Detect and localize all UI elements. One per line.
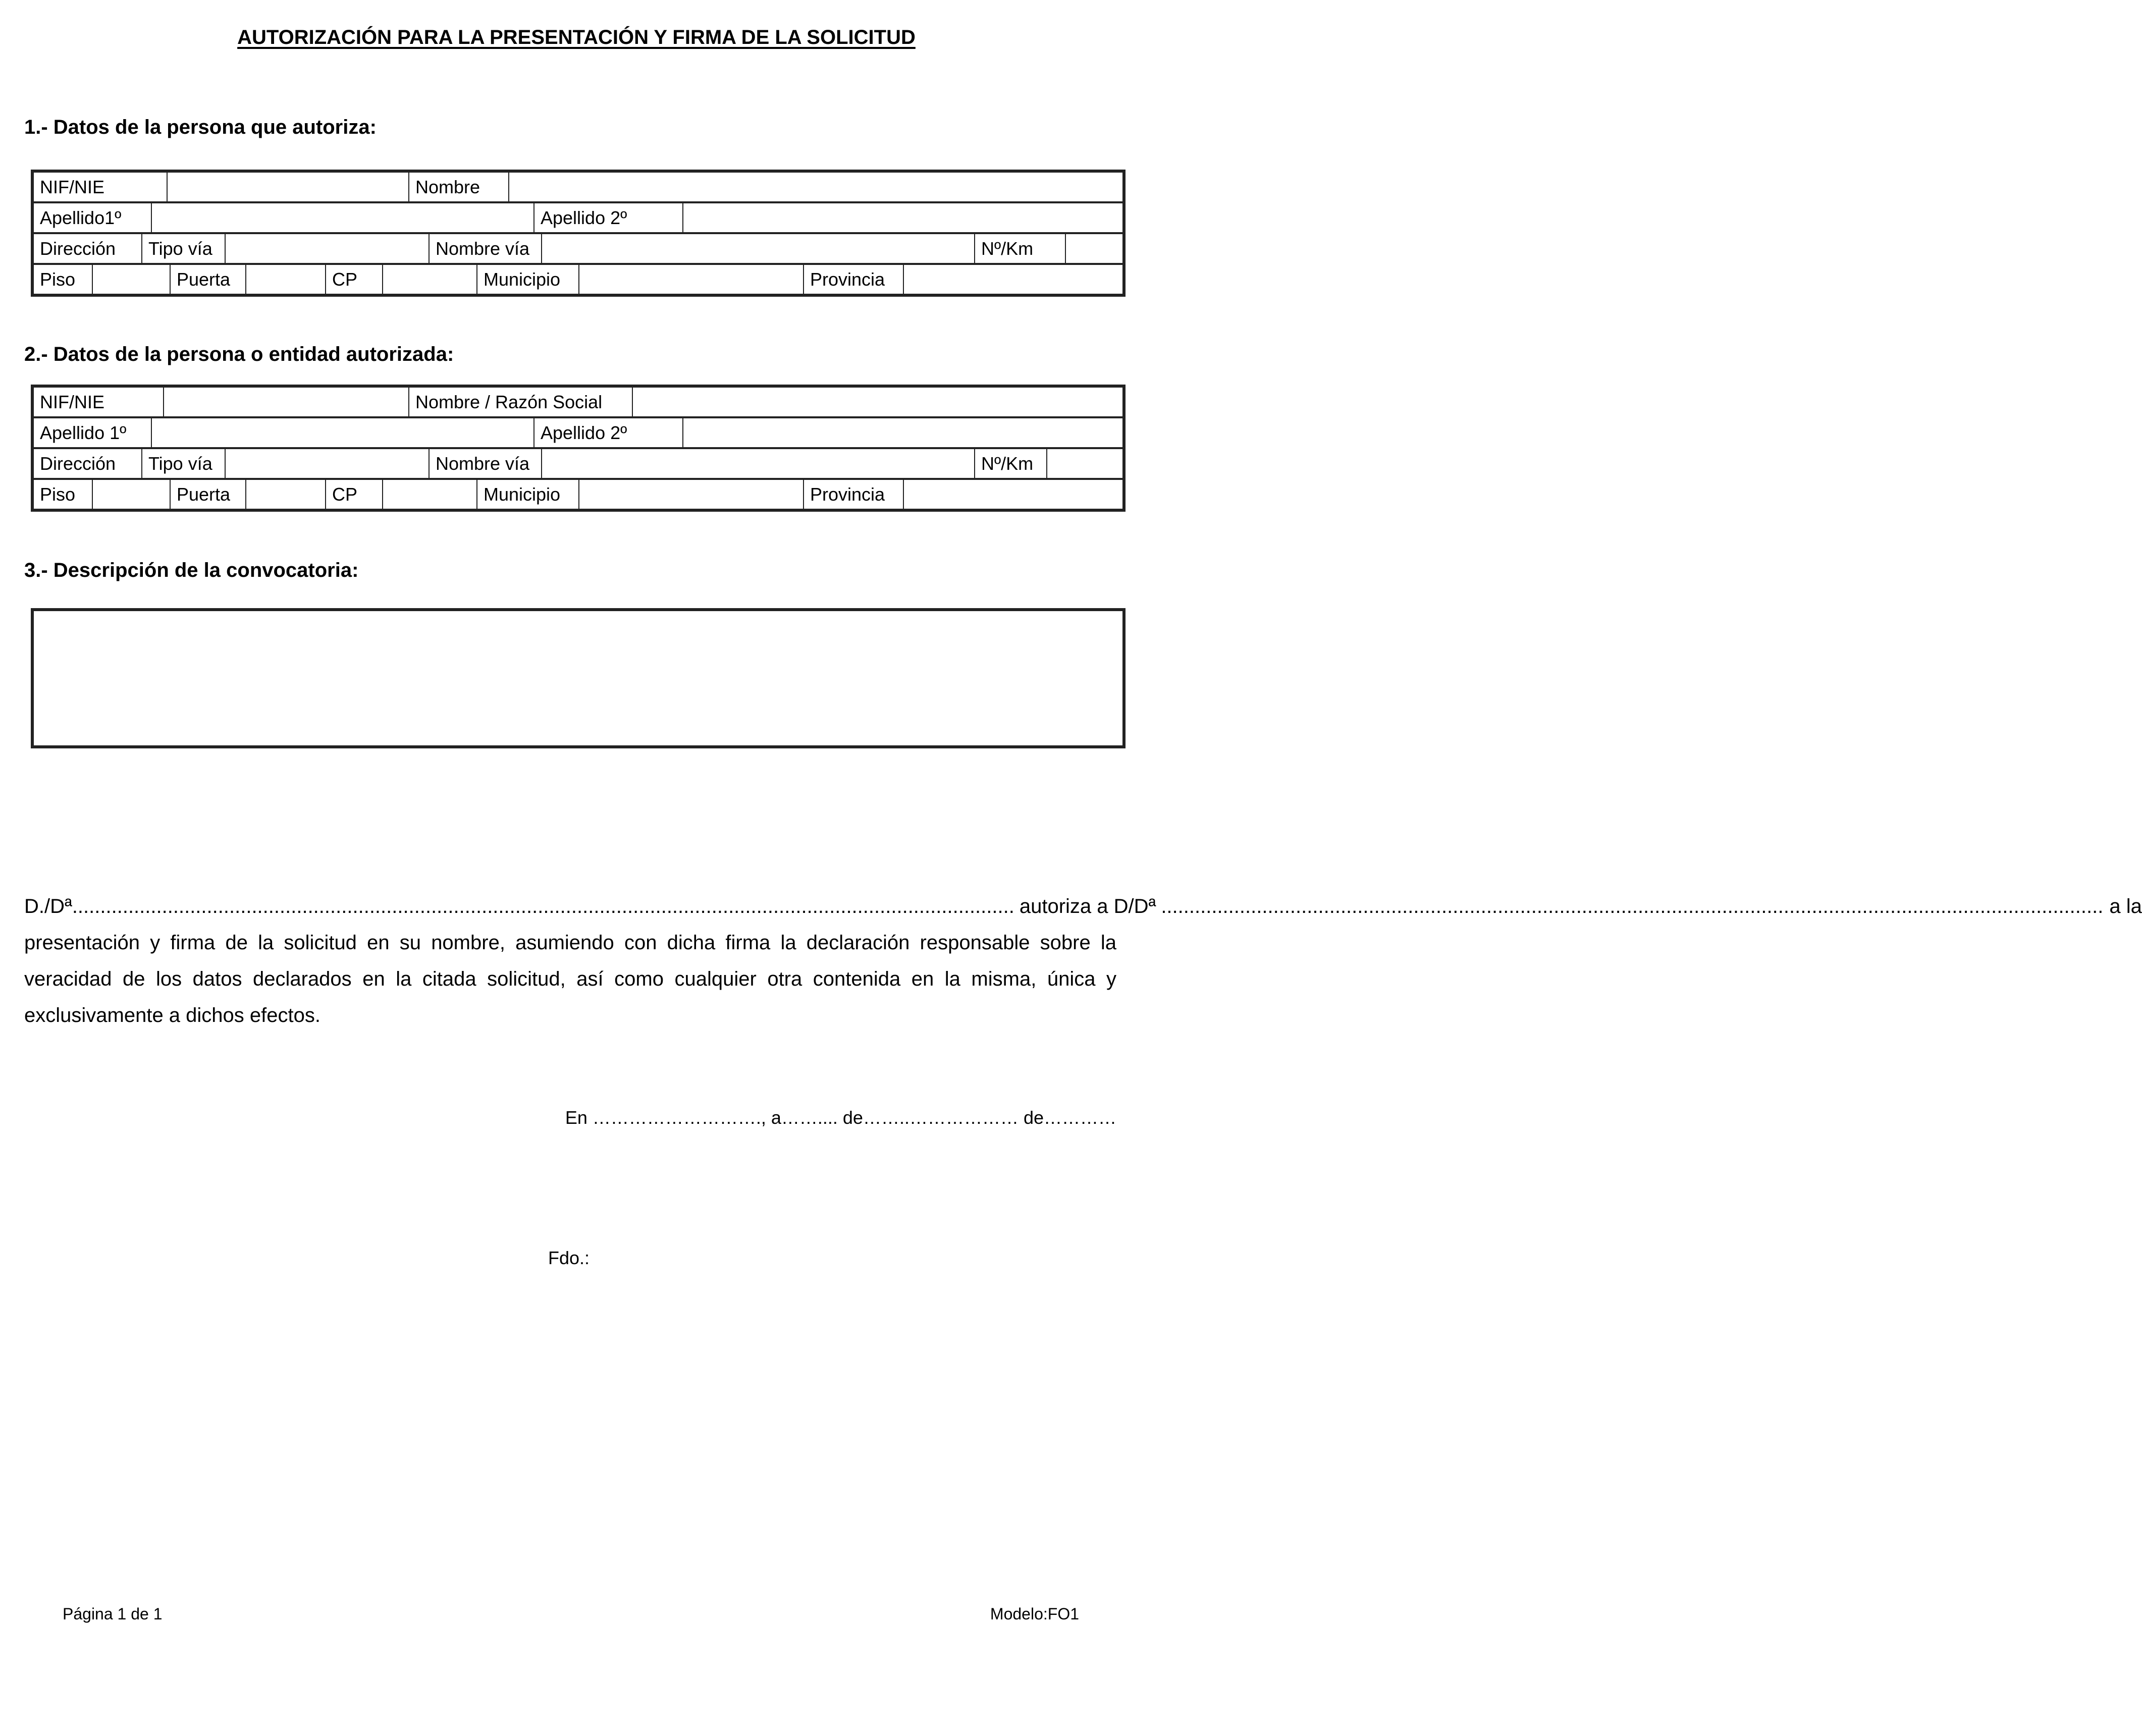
apellido2-label: Apellido 2º (534, 203, 683, 232)
nombre-via-field[interactable] (542, 449, 975, 478)
municipio-field[interactable] (579, 265, 804, 294)
apellido2-field[interactable] (683, 418, 1122, 447)
section-1-heading: 1.- Datos de la persona que autoriza: (24, 116, 377, 138)
puerta-label: Puerta (171, 480, 246, 509)
document-title: AUTORIZACIÓN PARA LA PRESENTACIÓN Y FIRMA DE LA SOLICITUD (237, 26, 916, 48)
nif-label: NIF/NIE (34, 173, 168, 201)
piso-field[interactable] (93, 265, 171, 294)
municipio-label: Municipio (477, 480, 579, 509)
nombre-label: Nombre (409, 173, 509, 201)
cp-field[interactable] (383, 480, 477, 509)
cp-field[interactable] (383, 265, 477, 294)
num-km-label: Nº/Km (975, 234, 1066, 263)
piso-label: Piso (34, 480, 93, 509)
table-row (34, 447, 1122, 478)
cp-label: CP (326, 265, 383, 294)
authorizer-table (31, 170, 1126, 297)
table-row (34, 201, 1122, 232)
num-km-field[interactable] (1066, 234, 1122, 263)
num-km-field[interactable] (1047, 449, 1122, 478)
nombre-via-label: Nombre vía (430, 449, 542, 478)
nombre-via-field[interactable] (542, 234, 975, 263)
convocatoria-description-field[interactable] (31, 608, 1126, 748)
section-2-heading: 2.- Datos de la persona o entidad autorizada: (24, 343, 454, 365)
authorization-body: presentación y firma de la solicitud en su nombre, asumiendo con dicha firma la declaración responsable sobre la veracidad de los datos declarados en la citada solicitud, así como cualquier otra contenida en la misma, única y exclusivamente a dichos efectos. (24, 932, 1116, 1026)
municipio-field[interactable] (579, 480, 804, 509)
date-line: En ………………………., a…….... de……..……………… de………… (565, 1107, 1116, 1128)
piso-field[interactable] (93, 480, 171, 509)
piso-label: Piso (34, 265, 93, 294)
puerta-field[interactable] (246, 265, 326, 294)
table-row (34, 388, 1122, 416)
table-row (34, 173, 1122, 201)
table-row (34, 263, 1122, 294)
puerta-field[interactable] (246, 480, 326, 509)
apellido2-label: Apellido 2º (534, 418, 683, 447)
authorization-paragraph (24, 888, 2142, 1034)
num-km-label: Nº/Km (975, 449, 1047, 478)
provincia-field[interactable] (904, 480, 1122, 509)
tipo-via-label: Tipo vía (142, 234, 226, 263)
nombre-label: Nombre / Razón Social (409, 388, 633, 416)
nombre-via-label: Nombre vía (430, 234, 542, 263)
apellido2-field[interactable] (683, 203, 1122, 232)
tipo-via-field[interactable] (226, 449, 430, 478)
puerta-label: Puerta (171, 265, 246, 294)
apellido1-label: Apellido 1º (34, 418, 152, 447)
nombre-field[interactable] (633, 388, 1122, 416)
table-row (34, 232, 1122, 263)
tipo-via-label: Tipo vía (142, 449, 226, 478)
provincia-field[interactable] (904, 265, 1122, 294)
provincia-label: Provincia (804, 265, 904, 294)
authorizes-text: autoriza a D/Dª (1019, 895, 1156, 917)
nif-field[interactable] (168, 173, 409, 201)
municipio-label: Municipio (477, 265, 579, 294)
cp-label: CP (326, 480, 383, 509)
signature-label: Fdo.: (548, 1247, 590, 1268)
nif-label: NIF/NIE (34, 388, 164, 416)
page-number: Página 1 de 1 (63, 1605, 163, 1623)
authorized-name-blank[interactable]: ........................................................................................................................................................................ (1161, 895, 2104, 917)
nif-field[interactable] (164, 388, 409, 416)
apellido1-field[interactable] (152, 203, 534, 232)
table-row (34, 416, 1122, 447)
authorization-first-line (24, 888, 2142, 925)
authorizer-name-blank[interactable]: ........................................................................................................................................................................ (72, 895, 1014, 917)
nombre-field[interactable] (509, 173, 1122, 201)
authorizer-prefix: D./Dª (24, 895, 72, 917)
provincia-label: Provincia (804, 480, 904, 509)
authorization-suffix: a la (2109, 895, 2142, 917)
table-row (34, 478, 1122, 509)
direccion-label: Dirección (34, 234, 142, 263)
tipo-via-field[interactable] (226, 234, 430, 263)
section-3-heading: 3.- Descripción de la convocatoria: (24, 559, 359, 581)
authorized-table (31, 385, 1126, 512)
model-code: Modelo:FO1 (990, 1605, 1079, 1623)
apellido1-field[interactable] (152, 418, 534, 447)
apellido1-label: Apellido1º (34, 203, 152, 232)
direccion-label: Dirección (34, 449, 142, 478)
